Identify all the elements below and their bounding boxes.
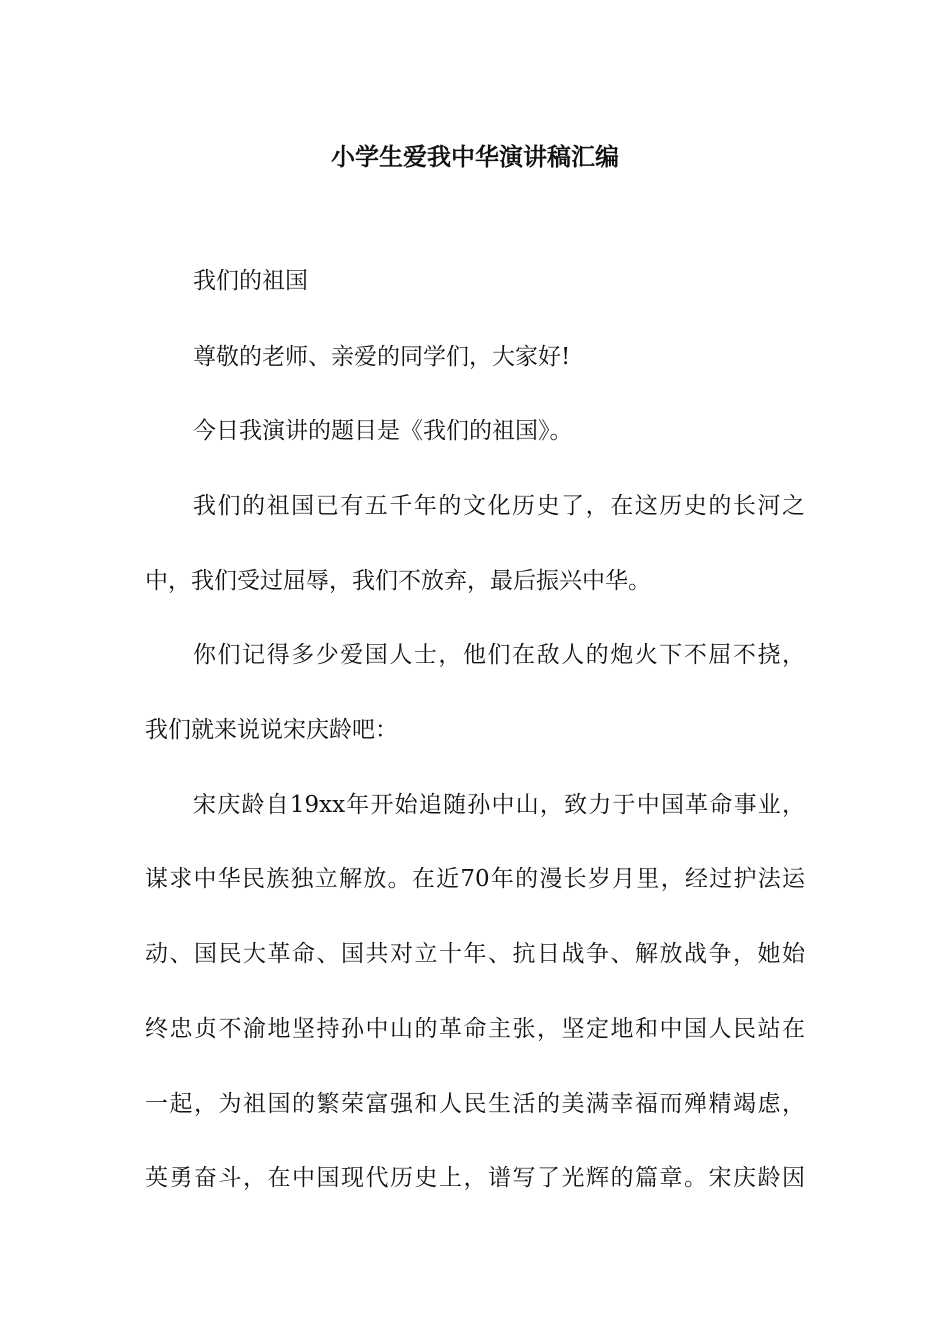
paragraph-line: 你们记得多少爱国人士，他们在敌人的炮火下不屈不挠， [193, 642, 805, 668]
paragraph-line: 宋庆龄自19xx年开始追随孙中山，致力于中国革命事业， [193, 792, 805, 818]
document-title: 小学生爱我中华演讲稿汇编 [331, 143, 619, 171]
paragraph-line: 我们的祖国已有五千年的文化历史了，在这历史的长河之 [193, 493, 805, 519]
paragraph-line: 动、国民大革命、国共对立十年、抗日战争、解放战争，她始 [145, 941, 805, 967]
paragraph-line: 终忠贞不渝地坚持孙中山的革命主张，坚定地和中国人民站在 [145, 1016, 805, 1042]
paragraph-line: 一起，为祖国的繁荣富强和人民生活的美满幸福而殚精竭虑， [145, 1091, 805, 1117]
paragraph-line: 今日我演讲的题目是《我们的祖国》。 [193, 418, 573, 444]
section-heading: 我们的祖国 [193, 268, 308, 294]
paragraph-line: 谋求中华民族独立解放。在近70年的漫长岁月里，经过护法运 [145, 866, 805, 892]
paragraph-line: 尊敬的老师、亲爱的同学们，大家好! [193, 344, 571, 370]
paragraph-line: 中，我们受过屈辱，我们不放弃，最后振兴中华。 [145, 568, 651, 594]
paragraph-line: 我们就来说说宋庆龄吧： [145, 717, 398, 743]
paragraph-line: 英勇奋斗，在中国现代历史上，谱写了光辉的篇章。宋庆龄因 [145, 1165, 805, 1191]
